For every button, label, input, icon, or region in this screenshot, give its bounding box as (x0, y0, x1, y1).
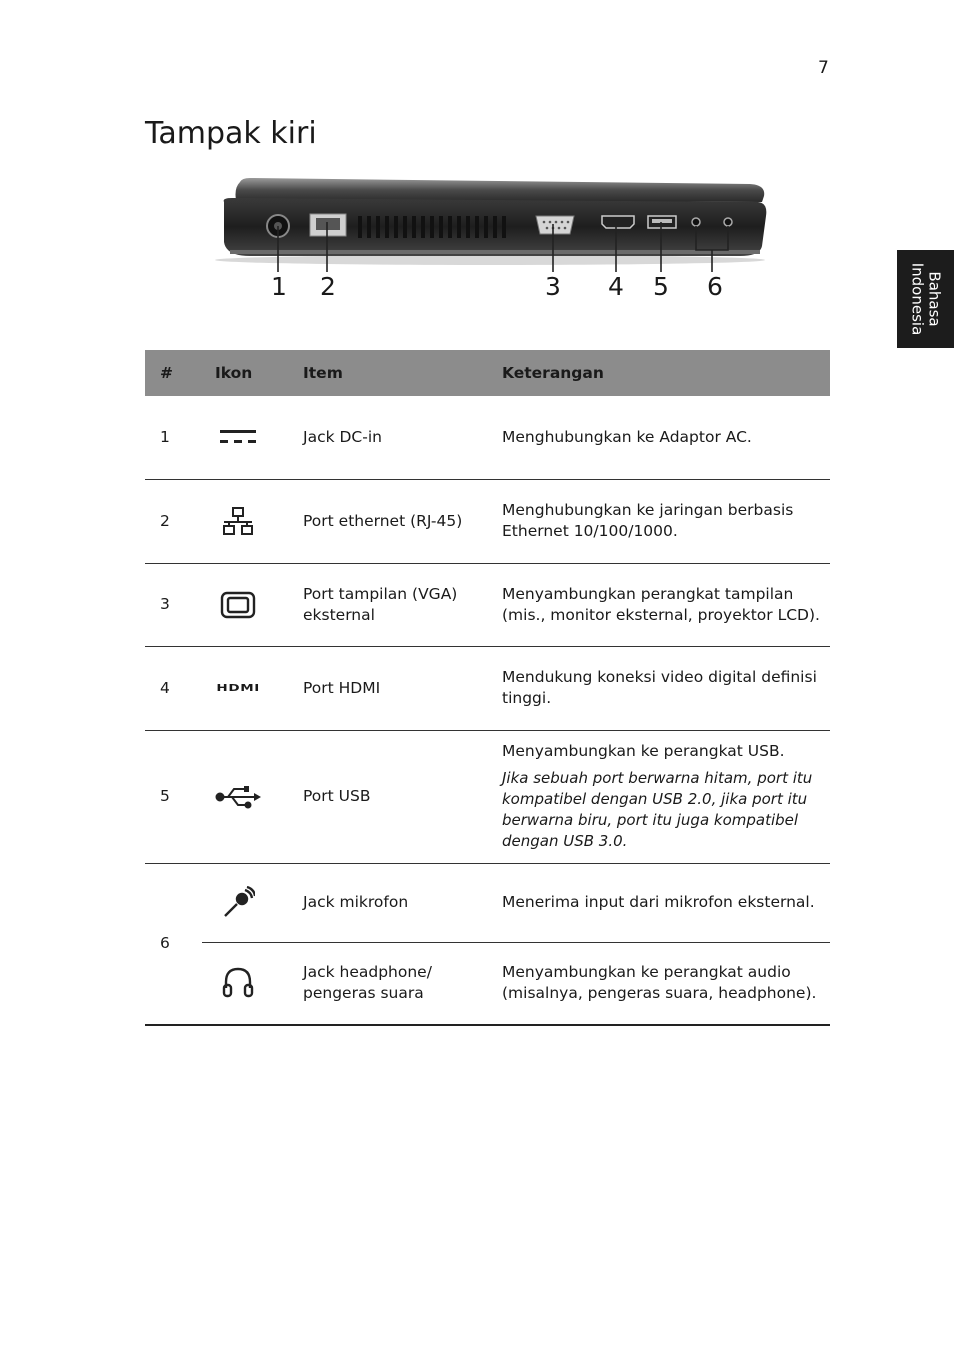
row-description: Menyambungkan ke perangkat audio (misalnya, pengeras suara, headphone). (502, 942, 830, 1025)
usb-icon (214, 785, 262, 809)
dc-in-icon (219, 426, 257, 448)
row-number: 4 (145, 646, 202, 730)
row-description: Menyambungkan perangkat tampilan (mis., monitor eksternal, proyektor LCD). (502, 563, 830, 646)
table-row (145, 396, 830, 479)
row-description: Mendukung koneksi video digital definisi tinggi. (502, 646, 830, 730)
ports-table (145, 350, 830, 1026)
callout-2: 2 (320, 272, 336, 301)
ethernet-icon (220, 506, 256, 536)
row-number: 1 (145, 396, 202, 479)
row-description: Menghubungkan ke Adaptor AC. (502, 396, 830, 479)
row-description: Menghubungkan ke jaringan berbasis Ethernet 10/100/1000. (502, 479, 830, 563)
table-row (145, 646, 830, 730)
row-item: Port tampilan (VGA) eksternal (303, 563, 502, 646)
table-row (145, 730, 830, 863)
hdmi-icon: HDMI (216, 682, 260, 694)
microphone-icon (221, 886, 255, 920)
header-number: # (145, 350, 202, 396)
row-item: Port USB (303, 730, 502, 863)
row-note: Jika sebuah port berwarna hitam, port itu kompatibel dengan USB 2.0, jika port itu berwarna biru, port itu juga kompatibel dengan USB 3.0. (502, 769, 813, 850)
row-number: 3 (145, 563, 202, 646)
language-tab-line1: Bahasa (925, 271, 944, 327)
table-row (145, 863, 830, 942)
callout-4: 4 (608, 272, 624, 301)
headphone-icon (221, 966, 255, 1000)
row-item: Port ethernet (RJ-45) (303, 479, 502, 563)
row-description: Menyambungkan ke perangkat USB. (502, 742, 785, 760)
page-number: 7 (818, 58, 829, 78)
page-title: Tampak kiri (145, 116, 317, 151)
row-number: 5 (145, 730, 202, 863)
table-row (145, 479, 830, 563)
row-item: Jack mikrofon (303, 863, 502, 942)
header-icon: Ikon (202, 350, 303, 396)
row-item: Jack DC-in (303, 396, 502, 479)
table-row (145, 942, 830, 1025)
table-header-row (145, 350, 830, 396)
callout-5: 5 (653, 272, 669, 301)
callout-3: 3 (545, 272, 561, 301)
callout-numbers (0, 272, 954, 312)
table-row (145, 563, 830, 646)
callout-1: 1 (271, 272, 287, 301)
row-number: 2 (145, 479, 202, 563)
vga-icon (220, 591, 256, 619)
row-item: Port HDMI (303, 646, 502, 730)
row-item: Jack headphone/ pengeras suara (303, 942, 502, 1025)
header-item: Item (303, 350, 502, 396)
row-description: Menerima input dari mikrofon eksternal. (502, 863, 830, 942)
header-description: Keterangan (502, 350, 830, 396)
callout-6: 6 (707, 272, 723, 301)
language-tab-line2: Indonesia (908, 262, 927, 336)
row-number: 6 (145, 863, 202, 1025)
